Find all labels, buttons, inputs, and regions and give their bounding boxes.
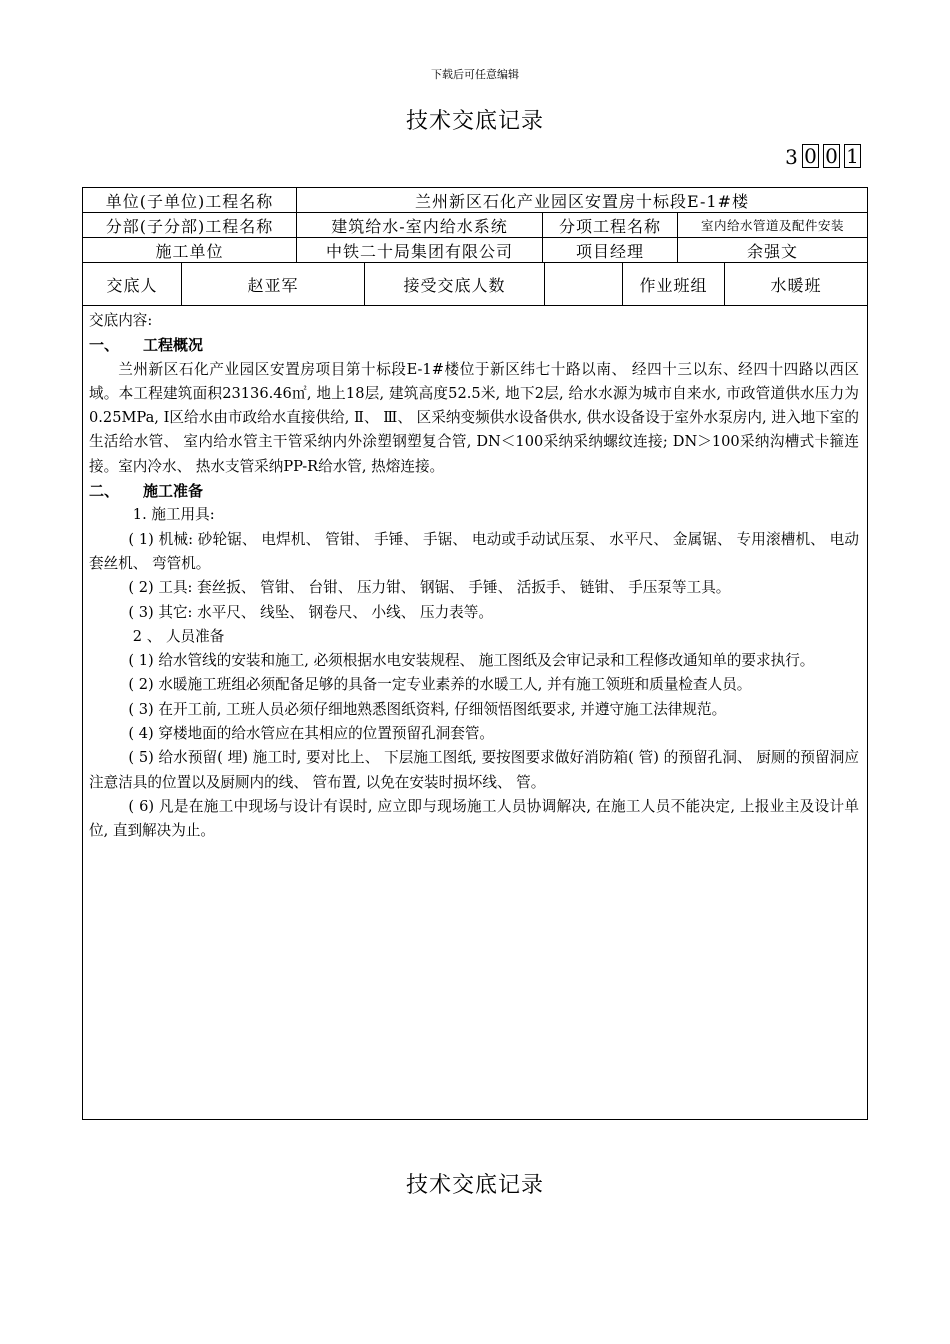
contractor-label: 施工单位 xyxy=(155,241,224,261)
next-page-title: 技术交底记录 xyxy=(405,1173,544,1198)
doc-number-digit: 0 xyxy=(802,144,819,168)
list-item: ( 6) 凡是在施工中现场与设计有误时, 应立即与现场施工人员协调解决, 在施工人员不能决定, 上报业主及设计单位, 直到解决为止。 xyxy=(89,797,859,840)
item-name-value: 室内给水管道及配件安装 xyxy=(677,213,867,237)
section-heading xyxy=(89,333,859,357)
project-overview-text: 兰州新区石化产业园区安置房项目第十标段E-1#楼位于新区纬七十路以南、 经四十三以东、经四十四路以西区域。本工程建筑面积23136.46㎡, 地上18层, 建筑高度52.5米, 地下2层, 给水水源为城市自来水, 市政管道供水压力为0.25MPa, Ⅰ区给水由市政给水直接供给, Ⅱ、 Ⅲ、 区采纳变频供水设备供水, 供水设备设于室外水泵房内, 进入地下室的生活给水管、 室内给水管主干管采纳内外涂塑钢塑复合管, DN＜100采纳采纳螺纹连接; DN＞100采纳沟槽式卡箍连接。室内冷水、 热水支管采纳PP-R给水管, 热熔连接。 xyxy=(89,360,859,475)
list-item: ( 1) 机械: 砂轮锯、 电焊机、 管钳、 手锤、 手锯、 电动或手动试压泵、 水平尺、 金属锯、 专用滚槽机、 电动套丝机、 弯管机。 xyxy=(89,530,859,572)
discloser-value: 赵亚军 xyxy=(181,263,364,305)
document-number xyxy=(785,144,861,168)
section-heading xyxy=(89,479,859,503)
project-manager-label: 项目经理 xyxy=(542,238,677,262)
form-row-subdivision xyxy=(83,213,867,238)
project-name-value: 兰州新区石化产业园区安置房十标段E-1#楼 xyxy=(296,188,867,212)
section-title: 施工准备 xyxy=(143,482,204,501)
list-item: ( 5) 给水预留( 埋) 施工时, 要对比上、 下层施工图纸, 要按图要求做好消防箱( 管) 的预留孔洞、 厨厕的预留洞应注意洁具的位置以及厨厕内的线、 管布置, 以免在安装时损坏线、 管。 xyxy=(89,749,859,791)
disclosure-form xyxy=(82,187,868,1120)
project-manager-value: 余强文 xyxy=(677,238,867,262)
subsection-title: 2 、 人员准备 xyxy=(132,627,225,645)
list-item: ( 4) 穿楼地面的给水管应在其相应的位置预留孔洞套管。 xyxy=(128,725,495,743)
doc-number-digit: 0 xyxy=(823,144,840,168)
receiver-count-value xyxy=(544,263,622,305)
project-name-label: 单位(子单位)工程名称 xyxy=(105,191,274,211)
subdivision-value: 建筑给水-室内给水系统 xyxy=(296,213,542,237)
form-row-project xyxy=(83,188,867,213)
disclosure-content xyxy=(89,309,859,844)
content-label: 交底内容: xyxy=(89,312,153,329)
doc-number-digit: 1 xyxy=(844,144,861,168)
contractor-value: 中铁二十局集团有限公司 xyxy=(296,238,542,262)
list-item: ( 1) 给水管线的安装和施工, 必须根据水电安装规程、 施工图纸及会审记录和工程修改通知单的要求执行。 xyxy=(128,652,815,670)
form-row-contractor xyxy=(83,238,867,263)
list-item: ( 3) 在开工前, 工班人员必须仔细地熟悉图纸资料, 仔细领悟图纸要求, 并遵守施工法律规范。 xyxy=(128,700,727,718)
list-item: ( 2) 水暖施工班组必须配备足够的具备一定专业素养的水暖工人, 并有施工领班和质量检查人员。 xyxy=(128,676,752,694)
work-team-value: 水暖班 xyxy=(724,263,867,305)
item-name-label: 分项工程名称 xyxy=(542,213,677,237)
list-item: ( 3) 其它: 水平尺、 线坠、 钢卷尺、 小线、 压力表等。 xyxy=(128,603,493,621)
subdivision-label: 分部(子分部)工程名称 xyxy=(105,216,274,236)
subsection-title: 1. 施工用具: xyxy=(132,506,215,524)
watermark-text: 下载后可任意编辑 xyxy=(431,68,519,81)
receiver-count-label: 接受交底人数 xyxy=(364,263,544,305)
section-title: 工程概况 xyxy=(143,336,204,355)
doc-number-digit: 3 xyxy=(785,145,798,169)
section-number: 二、 xyxy=(89,482,120,501)
work-team-label: 作业班组 xyxy=(622,263,724,305)
list-item: ( 2) 工具: 套丝扳、 管钳、 台钳、 压力钳、 钢锯、 手锤、 活扳手、 链钳、 手压泵等工具。 xyxy=(128,579,731,597)
form-row-personnel xyxy=(83,263,867,306)
page-title: 技术交底记录 xyxy=(405,109,544,134)
discloser-label: 交底人 xyxy=(106,275,158,295)
section-number: 一、 xyxy=(89,336,120,355)
